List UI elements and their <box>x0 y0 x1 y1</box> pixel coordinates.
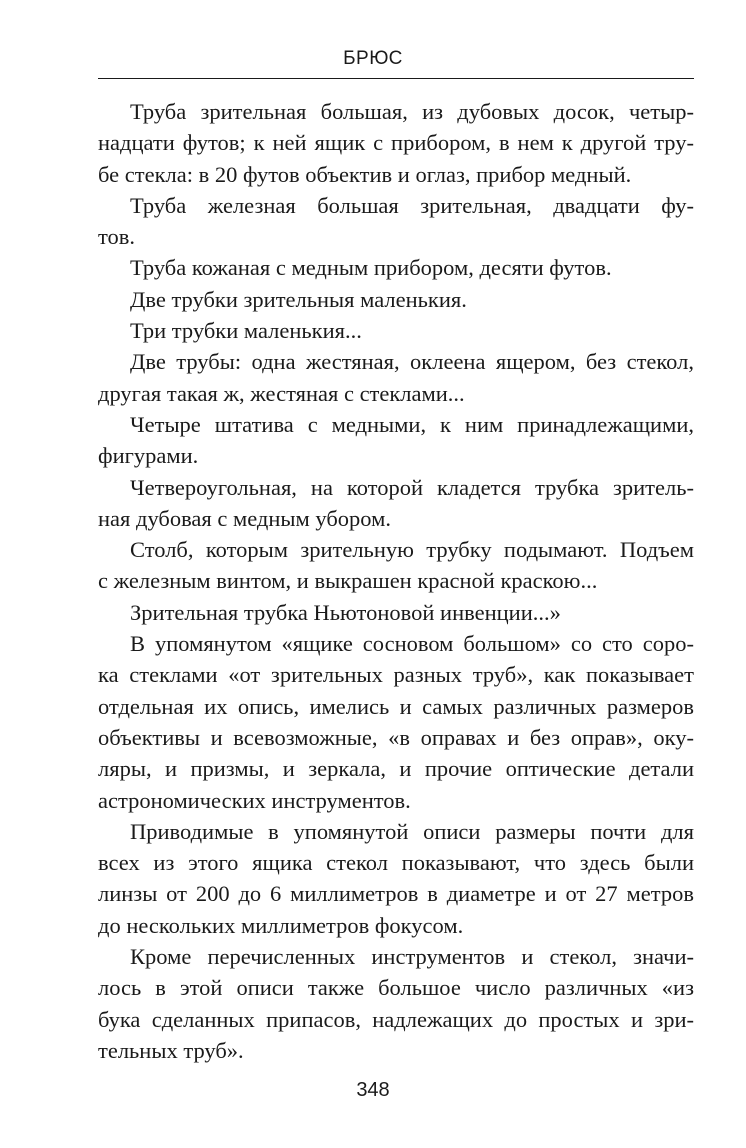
text-line: отдельная их опись, имелись и самых различных размеров <box>98 693 694 719</box>
text-line: астрономических инструментов. <box>98 787 411 813</box>
text-line: Четвероугольная, на которой кладется трубка зритель- <box>130 474 694 500</box>
text-line: фигурами. <box>98 443 199 469</box>
text-line: Две трубы: одна жестяная, оклеена ящером, без стекол, <box>130 349 694 375</box>
text-line: линзы от 200 до 6 миллиметров в диаметре и от 27 метров <box>98 881 694 907</box>
page-number: 348 <box>356 1079 390 1101</box>
text-line: Столб, которым зрительную трубку подымают. Подъем <box>130 537 694 563</box>
text-line: с железным винтом, и выкрашен красной краскою... <box>98 568 598 594</box>
text-line: тельных труб». <box>98 1037 244 1063</box>
text-line: Труба железная большая зрительная, двадцати фу- <box>130 192 694 218</box>
text-line: Зрительная трубка Ньютоновой инвенции...» <box>130 599 561 625</box>
text-line: ка стеклами «от зрительных разных труб», как показывает <box>98 662 694 688</box>
body-text <box>98 96 694 1066</box>
text-line: Четыре штатива с медными, к ним принадлежащими, <box>130 411 694 437</box>
text-line: Труба зрительная большая, из дубовых досок, четыр- <box>130 99 694 124</box>
text-line: В упомянутом «ящике сосновом большом» со сто соро- <box>130 631 694 657</box>
text-line: Три трубки маленькия... <box>130 318 362 344</box>
running-header: БРЮС <box>343 48 403 69</box>
text-line: другая такая ж, жестяная с стеклами... <box>98 380 465 406</box>
text-line: ляры, и призмы, и зеркала, и прочие оптические детали <box>98 756 694 782</box>
text-line: надцати футов; к ней ящик с прибором, в нем к другой тру- <box>98 130 694 156</box>
text-line: ная дубовая с медным убором. <box>98 505 391 531</box>
text-line: до нескольких миллиметров фокусом. <box>98 912 464 938</box>
text-line: Кроме перечисленных инструментов и стекол, значи- <box>130 944 694 970</box>
text-line: Две трубки зрительныя маленькия. <box>130 286 467 312</box>
text-line: лось в этой описи также большое число различных «из <box>98 975 694 1001</box>
text-line: бука сделанных припасов, надлежащих до простых и зри- <box>98 1006 694 1032</box>
text-line: бе стекла: в 20 футов объектив и оглаз, прибор медный. <box>98 161 632 187</box>
text-line: объективы и всевозможные, «в оправах и без оправ», оку- <box>98 724 694 750</box>
text-line: Приводимые в упомянутой описи размеры почти для <box>130 818 694 844</box>
text-line: всех из этого ящика стекол показывают, что здесь были <box>98 850 694 876</box>
header-rule <box>98 78 694 79</box>
text-line: тов. <box>98 224 136 250</box>
text-line: Труба кожаная с медным прибором, десяти футов. <box>130 255 612 281</box>
